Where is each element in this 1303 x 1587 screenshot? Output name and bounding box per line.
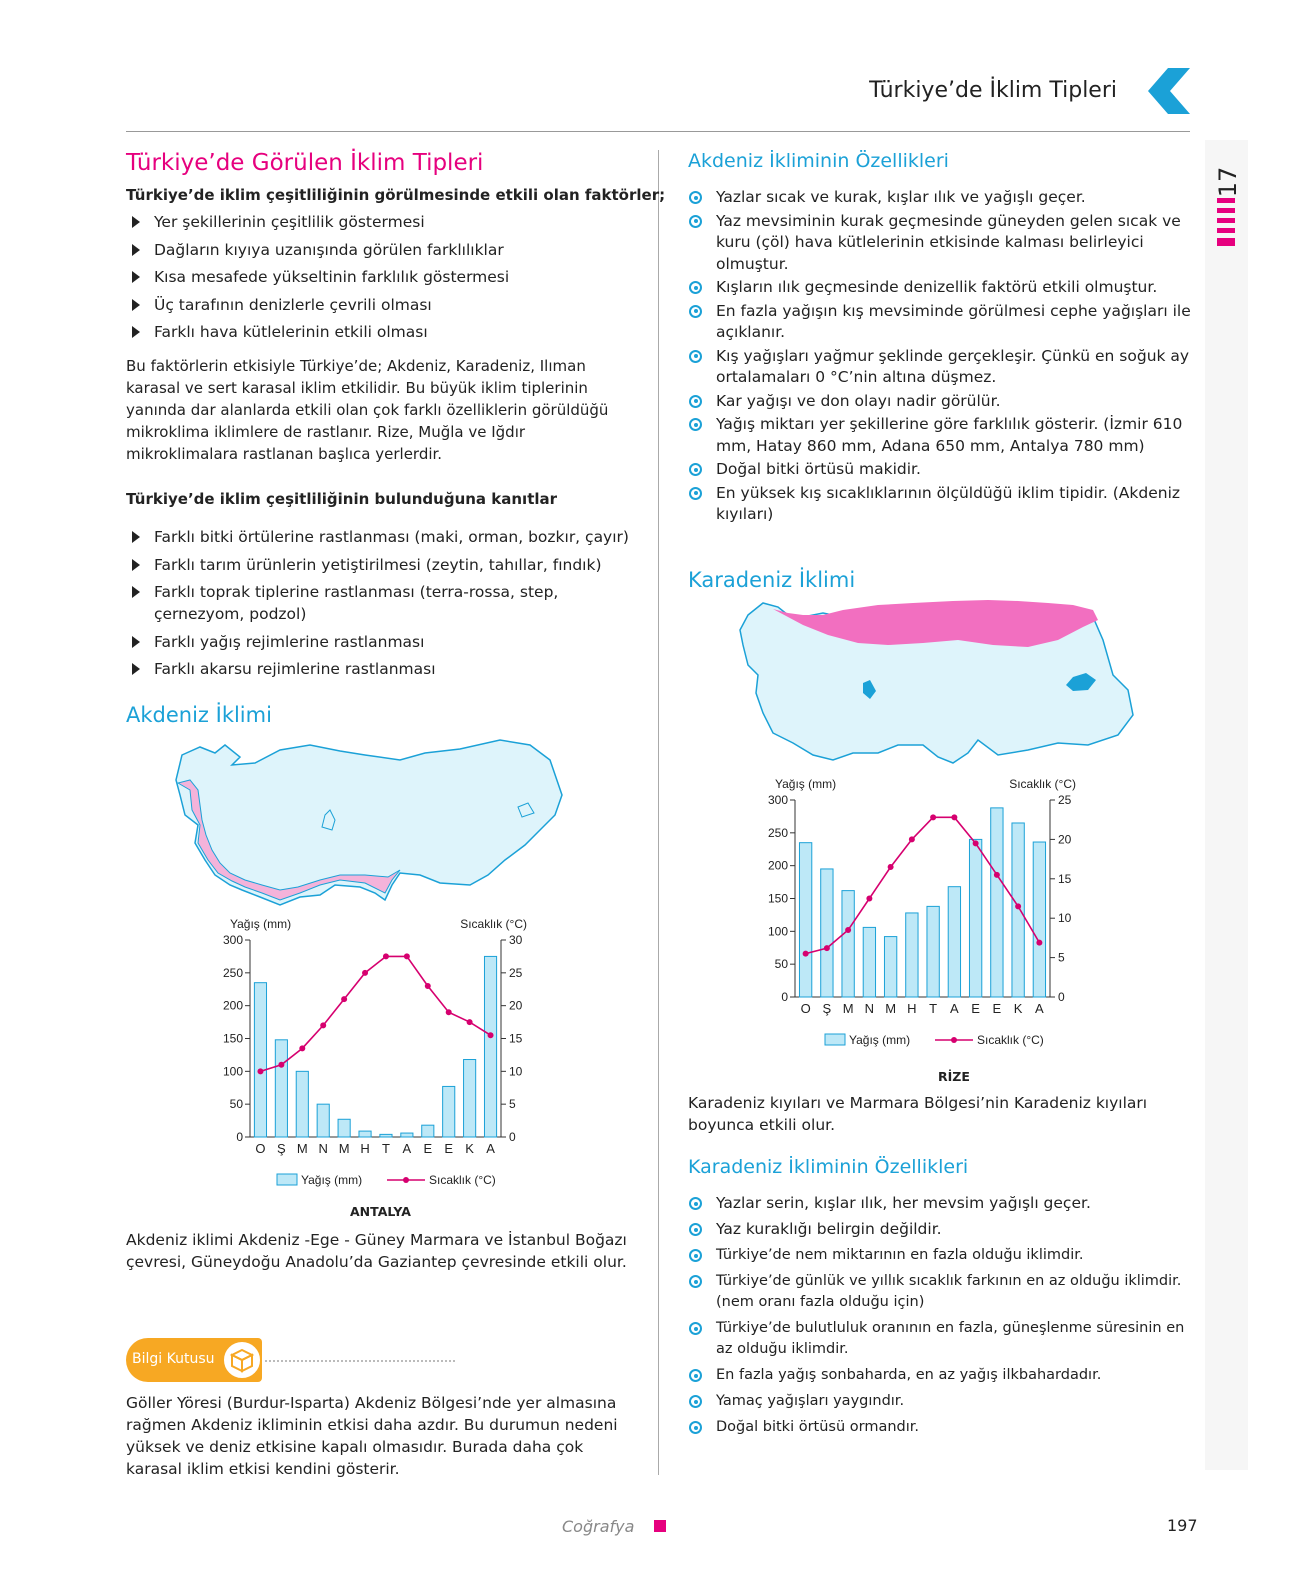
temperature-point	[320, 1022, 326, 1028]
list-item: Kış yağışları yağmur şeklinde gerçekleşir. Çünkü en soğuk ay ortalamaları 0 °C’nin altına düşmez.	[688, 346, 1193, 389]
y-axis-label: Yağış (mm)	[230, 917, 292, 931]
bilgi-kutusu-badge	[126, 1338, 262, 1382]
list-item: Yaz kuraklığı belirgin değildir.	[688, 1219, 1193, 1240]
y2-tick-label: 20	[1058, 832, 1072, 847]
x-tick-label: E	[444, 1141, 454, 1156]
list-item: En fazla yağış sonbaharda, en az yağış ilkbahardadır.	[688, 1365, 1193, 1386]
list-item: Dağların kıyıya uzanışında görülen farklılıklar	[126, 239, 636, 261]
y-tick-label: 200	[222, 998, 243, 1013]
list-item: Yamaç yağışları yaygındır.	[688, 1391, 1193, 1412]
precip-bar	[380, 1134, 392, 1137]
list-item: Kışların ılık geçmesinde denizellik faktörü etkili olmuştur.	[688, 277, 1193, 299]
x-tick-label: H	[360, 1141, 370, 1156]
antalya-chart-title: ANTALYA	[350, 1204, 411, 1219]
temperature-point	[467, 1019, 473, 1025]
section-title: Türkiye’de Görülen İklim Tipleri	[126, 150, 484, 176]
x-tick-label: A	[1035, 1001, 1044, 1016]
list-item: Doğal bitki örtüsü makidir.	[688, 459, 1193, 481]
list-item: Yazlar serin, kışlar ılık, her mevsim yağışlı geçer.	[688, 1193, 1193, 1214]
y-tick-label: 250	[222, 965, 243, 980]
bullet-icon	[689, 281, 702, 294]
y-tick-label: 50	[229, 1097, 243, 1112]
x-tick-label: M	[338, 1141, 350, 1156]
page-header-title: Türkiye’de İklim Tipleri	[869, 78, 1117, 103]
precip-bar	[1033, 842, 1045, 997]
y-tick-label: 250	[767, 825, 788, 840]
precip-bar	[842, 891, 854, 997]
temperature-point	[404, 953, 410, 959]
karadeniz-features-title: Karadeniz İkliminin Özellikleri	[688, 1156, 969, 1178]
x-tick-label: Ş	[277, 1141, 286, 1156]
bilgi-kutusu-label: Bilgi Kutusu	[132, 1351, 215, 1367]
precip-bar	[296, 1071, 308, 1137]
x-tick-label: A	[402, 1141, 412, 1156]
x-tick-label: E	[971, 1001, 980, 1016]
precip-bar	[422, 1125, 434, 1137]
precip-bar	[863, 927, 875, 997]
list-item: Yazlar sıcak ve kurak, kışlar ılık ve yağışlı geçer.	[688, 187, 1193, 209]
temperature-point	[1015, 903, 1021, 909]
karadeniz-caption: Karadeniz kıyıları ve Marmara Bölgesi’nin Karadeniz kıyıları boyunca etkili olur.	[688, 1094, 1148, 1134]
bullet-icon	[689, 305, 702, 318]
legend-line-marker	[951, 1037, 957, 1043]
legend-bar-swatch	[825, 1034, 845, 1045]
legend-bar-swatch	[277, 1174, 297, 1185]
karadeniz-title: Karadeniz İklimi	[688, 568, 856, 592]
rize-chart-title: RİZE	[938, 1069, 970, 1084]
list-item: Doğal bitki örtüsü ormandır.	[688, 1417, 1193, 1438]
list-item: Farklı tarım ürünlerin yetiştirilmesi (zeytin, tahıllar, fındık)	[126, 554, 636, 576]
list-item: Yağış miktarı yer şekillerine göre farklılık gösterir. (İzmir 610 mm, Hatay 860 mm, Adana 650 mm, Antalya 780 mm)	[688, 414, 1193, 457]
precip-bar	[948, 887, 960, 997]
precip-bar	[991, 808, 1003, 997]
temperature-point	[1036, 940, 1042, 946]
karadeniz-features-list	[688, 1193, 1193, 1443]
y2-tick-label: 10	[1058, 911, 1072, 926]
bullet-icon	[689, 1197, 702, 1210]
x-tick-label: A	[950, 1001, 959, 1016]
precip-bar	[1012, 823, 1024, 997]
bullet-icon	[689, 1249, 702, 1262]
temperature-point	[299, 1045, 305, 1051]
y2-tick-label: 10	[509, 1064, 523, 1079]
chevron-left-icon	[1148, 68, 1190, 114]
precip-bar	[338, 1119, 350, 1137]
bullet-icon	[689, 487, 702, 500]
precip-bar	[969, 839, 981, 997]
x-tick-label: K	[465, 1141, 474, 1156]
x-tick-label: A	[486, 1141, 495, 1156]
precip-bar	[464, 1060, 476, 1137]
temperature-point	[909, 836, 915, 842]
temperature-point	[446, 1009, 452, 1015]
precip-bar	[927, 906, 939, 997]
akdeniz-features-title: Akdeniz İkliminin Özellikleri	[688, 150, 949, 172]
precip-bar	[906, 913, 918, 997]
bullet-icon	[689, 1322, 702, 1335]
precip-bar	[317, 1104, 329, 1137]
akdeniz-map	[170, 735, 580, 935]
x-tick-label: E	[992, 1001, 1002, 1016]
dotted-divider	[265, 1360, 455, 1362]
temperature-point	[803, 951, 809, 957]
x-tick-label: N	[864, 1001, 875, 1016]
x-tick-label: E	[423, 1141, 433, 1156]
temperature-point	[951, 814, 957, 820]
list-item: Farklı akarsu rejimlerine rastlanması	[126, 658, 636, 680]
y-tick-label: 150	[767, 891, 788, 906]
bullet-icon	[689, 1275, 702, 1288]
y-tick-label: 300	[767, 793, 788, 807]
bullet-icon	[689, 463, 702, 476]
y-tick-label: 200	[767, 858, 788, 873]
y2-tick-label: 5	[1058, 950, 1065, 965]
factors-list	[126, 211, 636, 349]
bullet-icon	[689, 215, 702, 228]
side-tab	[1205, 150, 1248, 260]
y-tick-label: 0	[236, 1130, 243, 1144]
temperature-point	[930, 814, 936, 820]
precip-bar	[443, 1086, 455, 1137]
precip-bar	[359, 1131, 371, 1137]
rize-chart	[765, 777, 1135, 1077]
temperature-point	[425, 983, 431, 989]
y2-tick-label: 30	[509, 933, 523, 947]
temperature-point	[973, 840, 979, 846]
side-strip	[1205, 140, 1248, 1470]
x-tick-label: O	[800, 1001, 811, 1016]
page-number: 197	[1167, 1516, 1198, 1535]
list-item: Türkiye’de günlük ve yıllık sıcaklık farkının en az olduğu iklimdir. (nem oranı fazla olduğu için)	[688, 1271, 1193, 1313]
bullet-icon	[689, 1395, 702, 1408]
list-item: En yüksek kış sıcaklıklarının ölçüldüğü iklim tipidir. (Akdeniz kıyıları)	[688, 483, 1193, 526]
list-item: Farklı toprak tiplerine rastlanması (terra-rossa, step, çernezyom, podzol)	[126, 581, 636, 625]
akdeniz-features-list	[688, 187, 1193, 528]
legend-label: Sıcaklık (°C)	[977, 1033, 1044, 1047]
list-item: Farklı yağış rejimlerine rastlanması	[126, 631, 636, 653]
y-axis-label: Yağış (mm)	[775, 777, 837, 791]
y-tick-label: 100	[767, 924, 788, 939]
column-divider	[658, 150, 659, 1475]
temperature-point	[866, 896, 872, 902]
y2-tick-label: 0	[509, 1130, 516, 1144]
bullet-icon	[689, 350, 702, 363]
list-item: Farklı hava kütlelerinin etkili olması	[126, 321, 636, 343]
bullet-icon	[689, 418, 702, 431]
legend-label: Yağış (mm)	[301, 1173, 363, 1187]
list-item: Yaz mevsiminin kurak geçmesinde güneyden gelen sıcak ve kuru (çöl) hava kütlelerinin etkisinde kalması belirleyici olmuştur.	[688, 211, 1193, 276]
precip-bar	[275, 1040, 287, 1137]
y-tick-label: 0	[781, 990, 788, 1004]
y2-axis-label: Sıcaklık (°C)	[1009, 777, 1076, 791]
x-tick-label: N	[318, 1141, 328, 1156]
footer-subject: Coğrafya	[562, 1517, 635, 1536]
akdeniz-title: Akdeniz İklimi	[126, 703, 272, 727]
temperature-point	[994, 872, 1000, 878]
x-tick-label: Ş	[822, 1001, 832, 1016]
bilgi-text: Göller Yöresi (Burdur-Isparta) Akdeniz Bölgesi’nde yer almasına rağmen Akdeniz ikliminin etkisi daha azdır. Bu durumun nedeni yüksek ve deniz etkisine kapalı olmasıdır. Burada daha çok karasal iklim etkisi kendini gösterir.	[126, 1394, 618, 1478]
list-item: En fazla yağışın kış mevsiminde görülmesi cephe yağışları ile açıklanır.	[688, 301, 1193, 344]
evidence-list	[126, 526, 636, 686]
karadeniz-map	[728, 595, 1148, 775]
y2-tick-label: 15	[509, 1031, 523, 1046]
temperature-point	[888, 864, 894, 870]
temperature-line	[806, 817, 1040, 953]
temperature-point	[362, 970, 368, 976]
temperature-point	[383, 953, 389, 959]
x-tick-label: M	[885, 1001, 897, 1016]
y-tick-label: 150	[222, 1031, 243, 1046]
antalya-chart	[205, 915, 555, 1215]
footer-marker	[654, 1520, 666, 1532]
list-item: Yer şekillerinin çeşitlilik göstermesi	[126, 211, 636, 233]
temperature-point	[845, 927, 851, 933]
list-item: Kısa mesafede yükseltinin farklılık göstermesi	[126, 266, 636, 288]
precip-bar	[799, 843, 811, 997]
list-item: Türkiye’de nem miktarının en fazla olduğu iklimdir.	[688, 1245, 1193, 1266]
bullet-icon	[689, 191, 702, 204]
list-item: Kar yağışı ve don olayı nadir görülür.	[688, 391, 1193, 413]
bullet-icon	[689, 395, 702, 408]
factors-heading: Türkiye’de iklim çeşitliliğinin görülmesinde etkili olan faktörler;	[126, 186, 666, 204]
x-tick-label: T	[381, 1141, 390, 1156]
x-tick-label: O	[255, 1141, 266, 1156]
precip-bar	[254, 983, 266, 1137]
legend-line-marker	[403, 1177, 409, 1183]
y-tick-label: 100	[222, 1064, 243, 1079]
precip-bar	[821, 869, 833, 997]
precip-bar	[484, 956, 496, 1137]
bullet-icon	[689, 1369, 702, 1382]
temperature-point	[341, 996, 347, 1002]
temperature-point	[278, 1062, 284, 1068]
y2-tick-label: 0	[1058, 990, 1065, 1004]
x-tick-label: T	[929, 1001, 938, 1016]
list-item: Üç tarafının denizlerle çevrili olması	[126, 294, 636, 316]
temperature-point	[257, 1068, 263, 1074]
y2-tick-label: 5	[509, 1097, 516, 1112]
list-item: Farklı bitki örtülerine rastlanması (maki, orman, bozkır, çayır)	[126, 526, 636, 548]
x-tick-label: M	[842, 1001, 854, 1016]
y2-tick-label: 25	[509, 965, 523, 980]
list-item: Türkiye’de bulutluluk oranının en fazla, güneşlenme süresinin en az olduğu iklimdir.	[688, 1318, 1193, 1360]
legend-label: Sıcaklık (°C)	[429, 1173, 496, 1187]
temperature-point	[824, 945, 830, 951]
x-tick-label: M	[296, 1141, 308, 1156]
y-tick-label: 50	[774, 957, 788, 972]
legend-label: Yağış (mm)	[849, 1033, 911, 1047]
evidence-heading: Türkiye’de iklim çeşitliliğinin bulunduğuna kanıtlar	[126, 490, 558, 508]
side-tab-number: 17	[1214, 166, 1242, 198]
precip-bar	[884, 937, 896, 997]
y-tick-label: 300	[222, 933, 243, 947]
temperature-line	[260, 956, 490, 1071]
header-divider	[126, 131, 1190, 132]
y2-tick-label: 20	[509, 998, 523, 1013]
temperature-point	[488, 1032, 494, 1038]
x-tick-label: K	[1013, 1001, 1023, 1016]
precip-bar	[401, 1133, 413, 1137]
y2-tick-label: 15	[1058, 871, 1072, 886]
akdeniz-caption: Akdeniz iklimi Akdeniz -Ege - Güney Marmara ve İstanbul Boğazı çevresi, Güneydoğu Anadolu’da Gaziantep çevresinde etkili olur.	[126, 1231, 627, 1271]
box-icon	[222, 1340, 262, 1380]
bullet-icon	[689, 1421, 702, 1434]
bullet-icon	[689, 1223, 702, 1236]
y2-axis-label: Sıcaklık (°C)	[460, 917, 527, 931]
y2-tick-label: 25	[1058, 793, 1072, 807]
x-tick-label: H	[907, 1001, 917, 1016]
intro-paragraph: Bu faktörlerin etkisiyle Türkiye’de; Akdeniz, Karadeniz, Ilıman karasal ve sert karasal iklim etkilidir. Bu büyük iklim tiplerinin yanında dar alanlarda etkili olan çok farklı özelliklerin görüldüğü mikroklima iklimlere de rastlanır. Rize, Muğla ve Iğdır mikroklimalara rastlanan başlıca yerlerdir.	[126, 357, 609, 463]
